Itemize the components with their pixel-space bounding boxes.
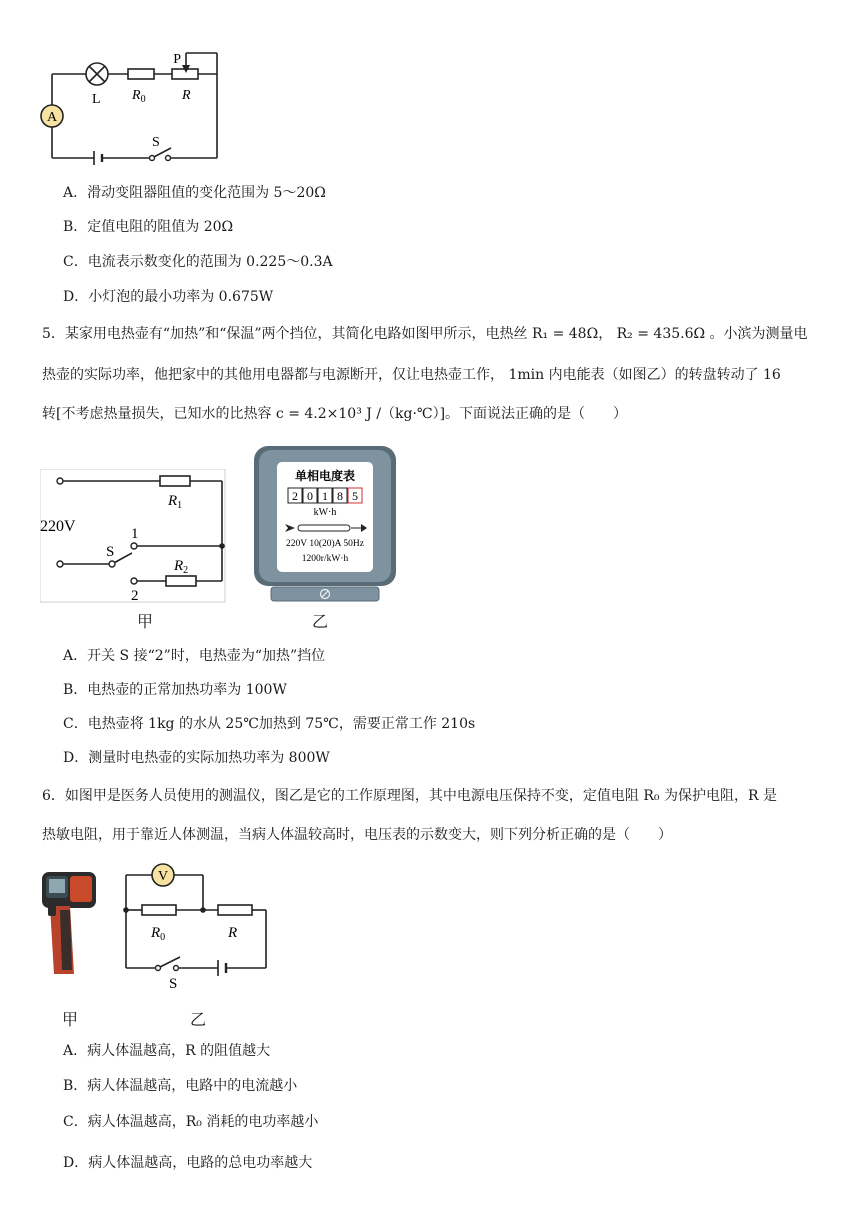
meter-digit-3: 1: [322, 489, 328, 503]
q6-stem-line-1: 6．如图甲是医务人员使用的测温仪，图乙是它的工作原理图，其中电源电压保持不变，定值电阻 R₀ 为保护电阻，R 是: [42, 788, 777, 804]
meter-digit-2: 0: [307, 489, 313, 503]
lamp-label: L: [92, 92, 101, 107]
electricity-meter-figure: [253, 445, 397, 603]
q4-option-a: A．滑动变阻器阻值的变化范围为 5～20Ω: [63, 185, 326, 201]
meter-spec: 220V 10(20)A 50Hz: [286, 539, 364, 549]
q6-caption-jia: 甲: [62, 1010, 79, 1029]
ammeter-label: A: [46, 110, 58, 125]
q5-stem-line-3: 转[不考虑热量损失，已知水的比热容 c = 4.2×10³ J /（kg·℃）]。下面说法正确的是（ ）: [42, 406, 628, 422]
q5-option-b: B．电热壶的正常加热功率为 100W: [63, 682, 287, 698]
q6-stem-line-2: 热敏电阻，用于靠近人体测温，当病人体温较高时，电压表的示数变大，则下列分析正确的是（ ）: [42, 827, 672, 843]
figure-caption-yi: 乙: [312, 612, 329, 631]
voltmeter-label: V: [157, 869, 169, 884]
q5-stem-line-2: 热壶的实际功率，他把家中的其他用电器都与电源断开，仅让电热壶工作， 1min 内电能表（如图乙）的转盘转动了 16: [42, 367, 781, 383]
meter-digit-5: 5: [352, 489, 358, 503]
q6-caption-yi: 乙: [190, 1010, 207, 1029]
q6-option-c: C．病人体温越高，R₀ 消耗的电功率越小: [63, 1114, 319, 1130]
r-label: R: [228, 925, 238, 941]
switch-pos-1-label: 1: [131, 526, 139, 542]
r0-label: $R_0$: [132, 88, 146, 105]
q5-option-c: C．电热壶将 1kg 的水从 25℃加热到 75℃，需要正常工作 210s: [63, 716, 476, 732]
r2-label: $R_2$: [174, 558, 189, 576]
r1-label: $R_1$: [168, 493, 183, 511]
circuit-diagram-q5-jia: [40, 469, 226, 604]
slider-label: P: [173, 52, 181, 67]
thermometer-gun-image: [40, 866, 98, 978]
meter-unit: kW·h: [313, 507, 337, 518]
q5-stem-line-1: 5．某家用电热壶有“加热”和“保温”两个挡位，其简化电路如图甲所示，电热丝 R₁ = 48Ω， R₂ = 435.6Ω 。小滨为测量电: [42, 326, 808, 342]
circuit-diagram-q4: [36, 45, 226, 165]
switch-label: S: [106, 544, 115, 560]
switch-pos-2-label: 2: [131, 588, 139, 604]
meter-revolutions: 1200r/kW·h: [301, 554, 349, 564]
voltage-label: 220V: [40, 518, 76, 535]
switch-label: S: [169, 976, 178, 992]
meter-title: 单相电度表: [294, 469, 356, 483]
meter-digit-1: 2: [292, 489, 298, 503]
switch-label: S: [152, 135, 160, 150]
meter-digit-4: 8: [337, 489, 343, 503]
figure-caption-jia: 甲: [137, 612, 154, 631]
r0-label: $R_0$: [151, 925, 166, 943]
q4-option-b: B．定值电阻的阻值为 20Ω: [63, 219, 234, 235]
circuit-diagram-q6-yi: [118, 860, 274, 994]
q4-option-c: C．电流表示数变化的范围为 0.225～0.3A: [63, 254, 333, 270]
q5-option-a: A．开关 S 接“2”时，电热壶为“加热”挡位: [63, 648, 326, 664]
q6-option-b: B．病人体温越高，电路中的电流越小: [63, 1078, 298, 1094]
q6-option-d: D．病人体温越高，电路的总电功率越大: [63, 1155, 313, 1171]
r-label: R: [182, 88, 191, 103]
q4-option-d: D．小灯泡的最小功率为 0.675W: [63, 289, 274, 305]
q6-option-a: A．病人体温越高，R 的阻值越大: [63, 1043, 271, 1059]
q5-option-d: D．测量时电热壶的实际加热功率为 800W: [63, 750, 330, 766]
